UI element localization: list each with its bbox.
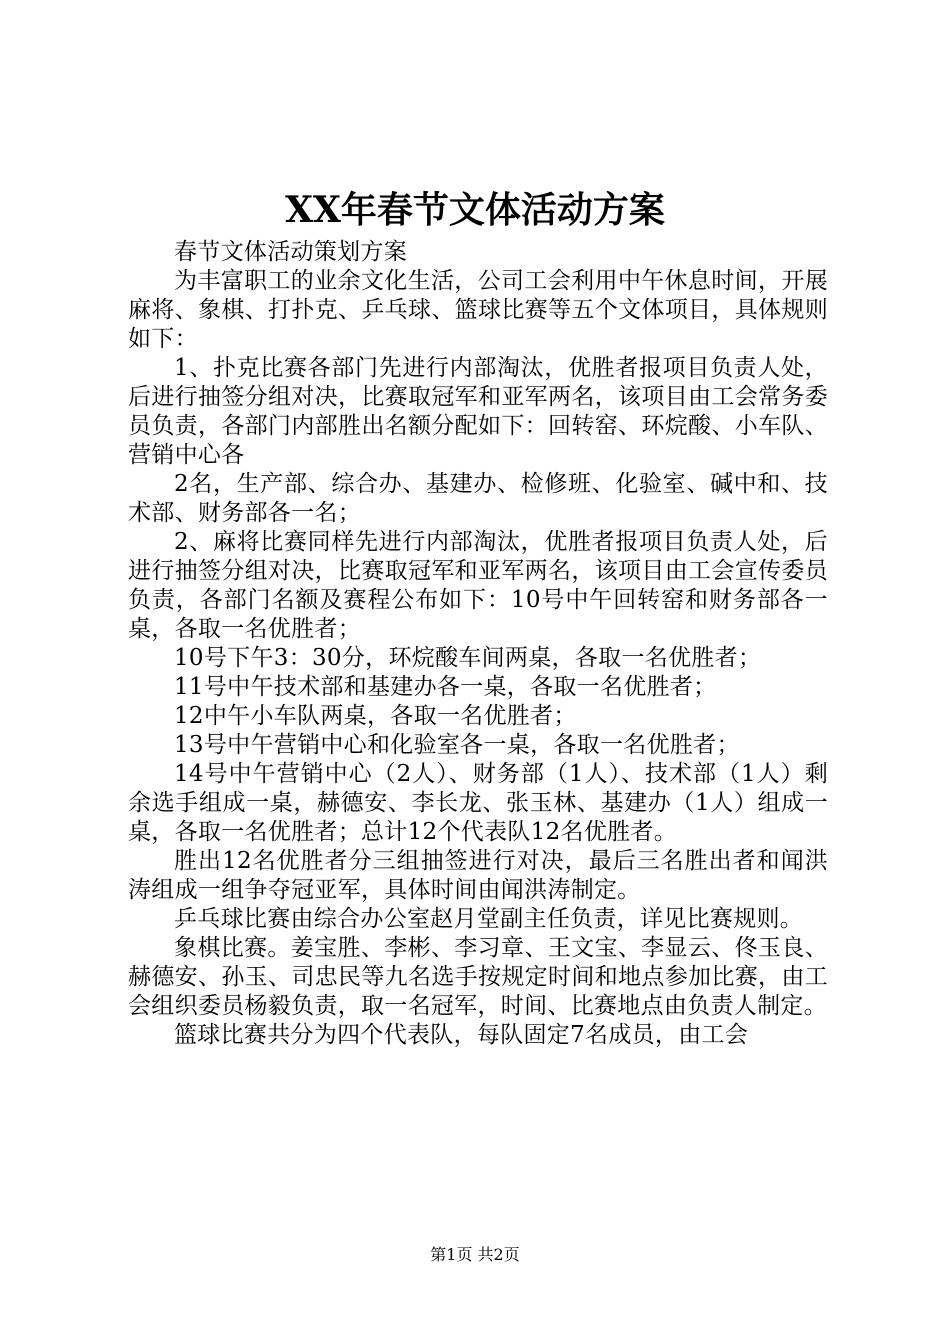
paragraph: 10号下午3：30分，环烷酸车间两桌，各取一名优胜者； [174, 645, 762, 671]
paragraph: 13号中午营销中心和化验室各一桌，各取一名优胜者； [174, 732, 740, 758]
paragraph: 2名，生产部、综合办、基建办、检修班、化验室、碱中和、技术部、财务部各一名； [128, 471, 828, 526]
paragraph: 14号中午营销中心（2人）、财务部（1人）、技术部（1人）剩余选手组成一桌，赫德安、李长龙、张玉林、基建办（1人）组成一桌，各取一名优胜者；总计12个代表队12名优胜者。 [128, 761, 828, 845]
paragraph: 2、麻将比赛同样先进行内部淘汰，优胜者报项目负责人处，后进行抽签分组对决，比赛取冠军和亚军两名，该项目由工会宣传委员负责，各部门名额及赛程公布如下：10号中午回转窑和财务部各一桌，各取一名优胜者； [128, 529, 828, 642]
paragraph: 篮球比赛共分为四个代表队，每队固定7名成员，由工会 [174, 1022, 749, 1048]
paragraph: 为丰富职工的业余文化生活，公司工会利用中午休息时间，开展麻将、象棋、打扑克、乒乓球、篮球比赛等五个文体项目，具体规则如下： [128, 268, 828, 352]
paragraph: 1、扑克比赛各部门先进行内部淘汰，优胜者报项目负责人处，后进行抽签分组对决，比赛取冠军和亚军两名，该项目由工会常务委员负责，各部门内部胜出名额分配如下：回转窑、环烷酸、小车队、营销中心各 [128, 355, 828, 468]
paragraph: 11号中午技术部和基建办各一桌，各取一名优胜者； [174, 674, 717, 700]
paragraph: 春节文体活动策划方案 [174, 239, 407, 265]
document-body [128, 238, 828, 1050]
paragraph: 乒乓球比赛由综合办公室赵月堂副主任负责，详见比赛规则。 [174, 906, 804, 932]
paragraph: 胜出12名优胜者分三组抽签进行对决，最后三名胜出者和闻洪涛组成一组争夺冠亚军，具体时间由闻洪涛制定。 [128, 848, 828, 903]
paragraph: 12中午小车队两桌，各取一名优胜者； [174, 703, 577, 729]
document-title: XX年春节文体活动方案 [285, 189, 665, 231]
paragraph: 象棋比赛。姜宝胜、李彬、李习章、王文宝、李显云、佟玉良、赫德安、孙玉、司忠民等九名选手按规定时间和地点参加比赛，由工会组织委员杨毅负责，取一名冠军，时间、比赛地点由负责人制定。 [128, 935, 828, 1019]
page-footer: 第1页 共2页 [430, 1245, 520, 1264]
